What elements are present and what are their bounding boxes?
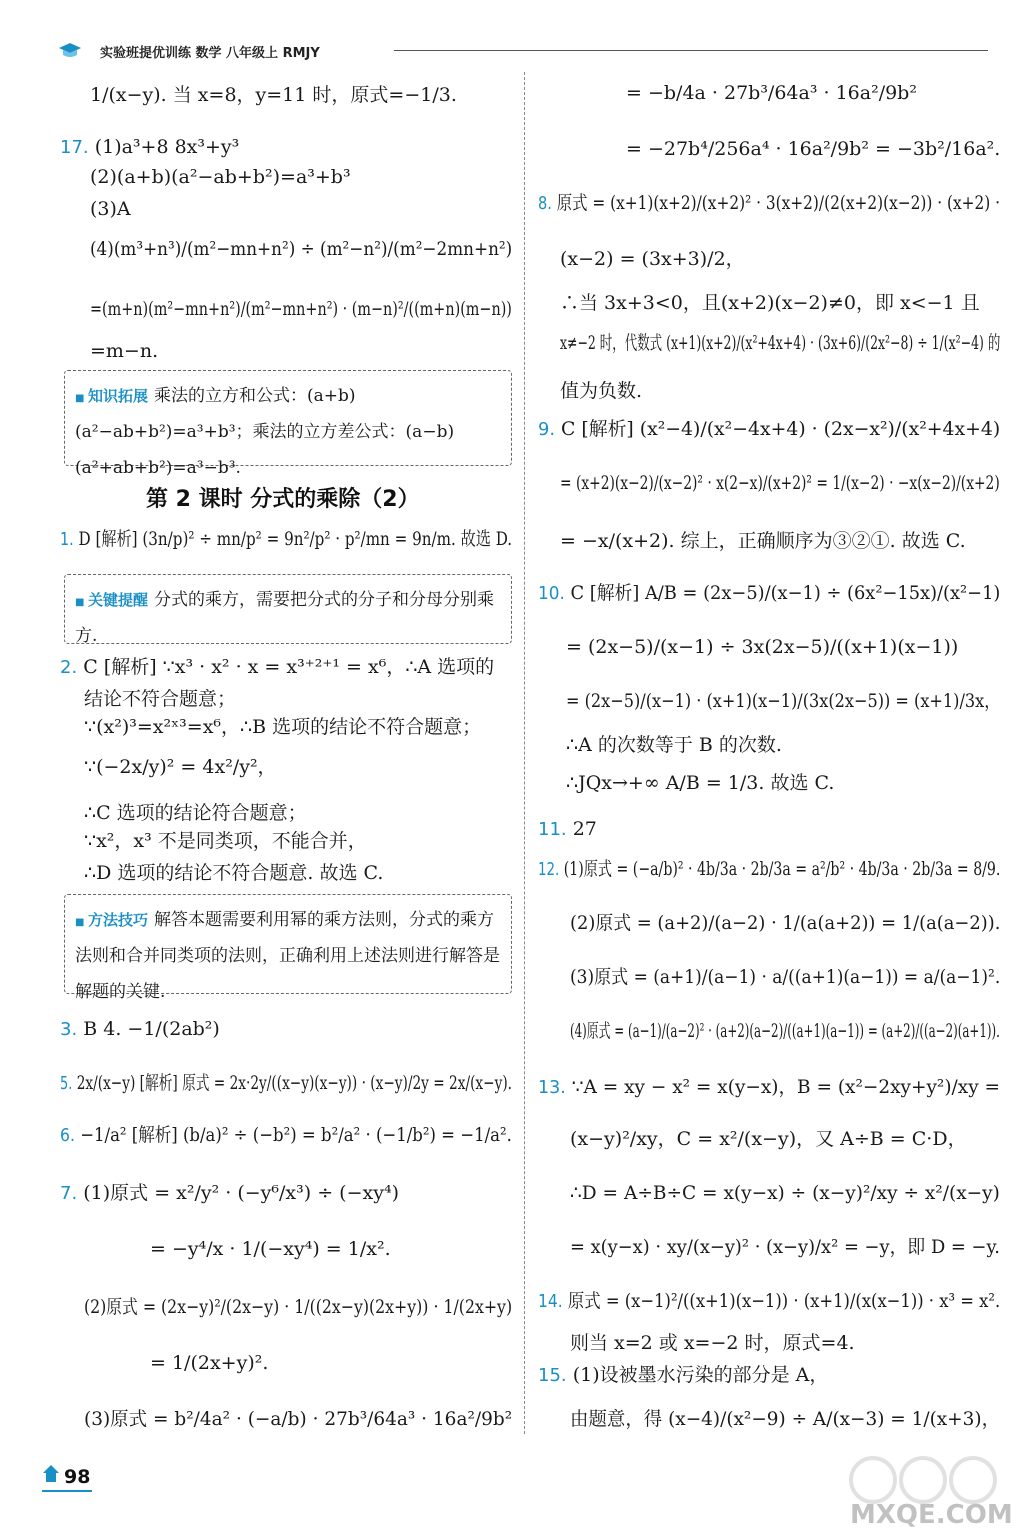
line-text: 由题意，得 (x−4)/(x²−9) ÷ A/(x−3) = 1/(x+3)， bbox=[570, 1408, 1001, 1430]
line-text: 原式 = (x+1)(x+2)/(x+2)² · 3(x+2)/(2(x+2)(x−2)) · (x+2) · bbox=[556, 192, 1001, 214]
line-text: (2)原式 = (2x−y)²/(2x−y) · 1/((2x−y)(2x+y)) · 1/(2x+y) bbox=[84, 1296, 513, 1318]
line-text: 原式 = (x−1)²/((x+1)(x−1)) · (x+1)/(x(x−1)) · x³ = x². bbox=[567, 1290, 1001, 1312]
question-number: 10. bbox=[538, 583, 565, 604]
left-text-line bbox=[90, 84, 457, 107]
left-text-line bbox=[150, 1238, 391, 1261]
column-divider bbox=[524, 72, 525, 1434]
line-text: 27 bbox=[572, 818, 597, 840]
left-text-line bbox=[90, 166, 351, 189]
line-text: ∵A = xy − x² = x(y−x)，B = (x²−2xy+y²)/xy = bbox=[571, 1076, 1001, 1098]
line-text: (2)(a+b)(a²−ab+b²)=a³+b³ bbox=[90, 166, 351, 188]
left-text-line bbox=[60, 136, 239, 159]
line-text: ∵(x²)³=x²ˣ³=x⁶，∴B 选项的结论不符合题意； bbox=[84, 716, 482, 738]
line-text: =(m+n)(m²−mn+n²)/(m²−mn+n²) · (m−n)²/((m+n)(m−n)) bbox=[90, 298, 512, 320]
right-text-line bbox=[566, 690, 1000, 713]
right-text-line bbox=[538, 582, 1000, 605]
question-number: 1. bbox=[60, 529, 74, 550]
left-text-line bbox=[60, 656, 494, 679]
left-text-line bbox=[84, 756, 277, 779]
right-text-line bbox=[538, 1364, 828, 1387]
left-text-line bbox=[60, 1072, 512, 1095]
line-text: (4)(m³+n³)/(m²−mn+n²) ÷ (m²−n²)/(m²−2mn+n²) bbox=[90, 238, 513, 260]
left-text-line bbox=[90, 238, 512, 261]
line-text: = (x+2)(x−2)/(x−2)² · x(2−x)/(x+2)² = 1/(x−2) · −x(x−2)/(x+2) bbox=[560, 472, 1000, 494]
right-text-line bbox=[570, 1182, 1000, 1205]
method-tip-box bbox=[64, 894, 512, 1003]
line-text: (x−y)²/xy，C = x²/(x−y)，又 A÷B = C·D， bbox=[570, 1128, 967, 1150]
line-text: = (2x−5)/(x−1) ÷ 3x(2x−5)/((x+1)(x−1)) bbox=[566, 636, 959, 658]
left-text-line bbox=[60, 1182, 399, 1205]
line-text: 值为负数. bbox=[560, 380, 643, 402]
question-number: 14. bbox=[538, 1291, 563, 1312]
line-text: (3)原式 = (a+1)/(a−1) · a/((a+1)(a−1)) = a/(a−1)². bbox=[570, 966, 1001, 988]
line-text: ∴D = A÷B÷C = x(y−x) ÷ (x−y)²/xy ÷ x²/(x−y) bbox=[570, 1182, 1000, 1204]
right-text-line bbox=[560, 248, 745, 271]
line-text: (1)设被墨水污染的部分是 A， bbox=[572, 1364, 829, 1386]
left-text-line bbox=[90, 340, 158, 363]
question-number: 15. bbox=[538, 1365, 567, 1386]
line-text: (1)原式 = x²/y² · (−y⁶/x³) ÷ (−xy⁴) bbox=[83, 1182, 399, 1204]
line-text: C [解析] (x²−4)/(x²−4x+4) · (2x−x²)/(x²+4x+4) bbox=[561, 418, 1001, 440]
left-text-line bbox=[150, 1352, 268, 1375]
box-label: ■ 关键提醒 bbox=[75, 591, 148, 609]
question-number: 3. bbox=[60, 1019, 78, 1040]
question-number: 17. bbox=[60, 137, 89, 158]
right-text-line bbox=[626, 82, 917, 105]
right-text-line bbox=[626, 138, 1000, 161]
line-text: = 1/(2x+y)². bbox=[150, 1352, 269, 1374]
line-text: ∵x²，x³ 不是同类项，不能合并， bbox=[84, 830, 367, 852]
line-text: (1)原式 = (−a/b)² · 4b/3a · 2b/3a = a²/b² · 4b/3a · 2b/3a = 8/9. bbox=[563, 858, 1001, 880]
line-text: =m−n. bbox=[90, 340, 159, 362]
line-text: D [解析] (3n/p)² ÷ mn/p² = 9n²/p² · p²/mn = 9n/m. 故选 D. bbox=[78, 528, 513, 550]
right-text-line bbox=[538, 192, 1000, 215]
question-number: 2. bbox=[60, 657, 78, 678]
left-text-line bbox=[84, 830, 367, 853]
left-text-line bbox=[90, 198, 131, 221]
box-text: 分式的乘方，需要把分式的分子和分母分别乘方. bbox=[75, 590, 494, 647]
section-title: 第 2 课时 分式的乘除（2） bbox=[146, 487, 420, 512]
box-label: ■ 方法技巧 bbox=[75, 911, 148, 929]
right-text-line bbox=[570, 1408, 1000, 1431]
line-text: (x−2) = (3x+3)/2， bbox=[560, 248, 745, 270]
line-text: ∴当 3x+3<0，且(x+2)(x−2)≠0，即 x<−1 且 bbox=[560, 292, 980, 314]
right-text-line bbox=[566, 772, 834, 795]
line-text: = x(y−x) · xy/(x−y)² · (x−y)/x² = −y，即 D = −y. bbox=[570, 1236, 1000, 1258]
right-text-line bbox=[538, 1290, 1000, 1313]
right-text-line bbox=[570, 1332, 855, 1355]
footer-rule bbox=[42, 1490, 92, 1492]
left-text-line bbox=[84, 862, 383, 885]
box-text: 解答本题需要利用幂的乘方法则，分式的乘方法则和合并同类项的法则，正确利用上述法则进行解答是解题的关键. bbox=[75, 910, 500, 1003]
right-text-line bbox=[538, 818, 597, 841]
right-text-line bbox=[538, 858, 1000, 881]
right-text-line bbox=[570, 912, 1000, 935]
left-text-line bbox=[84, 802, 307, 825]
left-text-line bbox=[84, 1408, 512, 1431]
left-text-line bbox=[84, 1296, 512, 1319]
right-text-line bbox=[570, 1128, 967, 1151]
line-text: (3)原式 = b²/4a² · (−a/b) · 27b³/64a³ · 16a²/9b² bbox=[84, 1408, 513, 1430]
line-text: C [解析] A/B = (2x−5)/(x−1) ÷ (6x²−15x)/(x²−1) bbox=[570, 582, 1001, 604]
left-text-line bbox=[84, 716, 481, 739]
right-text-line bbox=[538, 1076, 1000, 1099]
line-text: (4)原式 = (a−1)/(a−2)² · (a+2)(a−2)/((a+1)(a−1)) = (a+2)/((a−2)(a+1)). bbox=[570, 1020, 1000, 1042]
box-label: ■ 知识拓展 bbox=[75, 387, 148, 405]
right-text-line bbox=[570, 1236, 1000, 1259]
line-text: 1/(x−y). 当 x=8，y=11 时，原式=−1/3. bbox=[90, 84, 457, 106]
line-text: ∵(−2x/y)² = 4x²/y²， bbox=[84, 756, 277, 778]
page-number: 98 bbox=[64, 1466, 91, 1488]
question-number: 5. bbox=[60, 1073, 73, 1094]
right-text-line bbox=[560, 332, 1000, 355]
question-number: 12. bbox=[538, 859, 560, 880]
question-number: 9. bbox=[538, 419, 556, 440]
line-text: −1/a² [解析] (b/a)² ÷ (−b²) = b²/a² · (−1/b²) = −1/a². bbox=[80, 1124, 512, 1146]
left-text-line bbox=[84, 688, 236, 711]
line-text: ∴JQx→+∞ A/B = 1/3. 故选 C. bbox=[566, 772, 835, 794]
question-number: 13. bbox=[538, 1077, 566, 1098]
watermark-text: MXQE.COM bbox=[850, 1500, 1013, 1530]
right-text-line bbox=[560, 530, 966, 553]
header-title: 实验班提优训练 数学 八年级上 RMJY bbox=[100, 46, 320, 61]
right-text-line bbox=[566, 636, 958, 659]
line-text: = −27b⁴/256a⁴ · 16a²/9b² = −3b²/16a². bbox=[626, 138, 1001, 160]
question-number: 6. bbox=[60, 1125, 75, 1146]
question-number: 7. bbox=[60, 1183, 78, 1204]
line-text: ∴A 的次数等于 B 的次数. bbox=[566, 734, 782, 756]
right-text-line bbox=[570, 1020, 1000, 1043]
line-text: ∴C 选项的结论符合题意； bbox=[84, 802, 307, 824]
graduation-cap-icon bbox=[58, 42, 82, 60]
line-text: ∴D 选项的结论不符合题意. 故选 C. bbox=[84, 862, 384, 884]
right-text-line bbox=[560, 472, 1000, 495]
right-text-line bbox=[560, 292, 980, 315]
left-text-line bbox=[90, 298, 512, 321]
left-text-line bbox=[60, 1018, 220, 1041]
question-number: 8. bbox=[538, 193, 552, 214]
right-text-line bbox=[560, 380, 642, 403]
line-text: x≠−2 时，代数式 (x+1)(x+2)/(x²+4x+4) · (3x+6)/(2x²−8) ÷ 1/(x²−4) 的 bbox=[560, 332, 1001, 354]
left-text-line bbox=[60, 528, 512, 551]
line-text: 2x/(x−y) [解析] 原式 = 2x·2y/((x−y)(x−y)) · (x−y)/2y = 2x/(x−y). bbox=[76, 1072, 513, 1094]
home-icon bbox=[42, 1464, 60, 1484]
line-text: (2)原式 = (a+2)/(a−2) · 1/(a(a+2)) = 1/(a(a−2)). bbox=[570, 912, 1001, 934]
knowledge-extension-box bbox=[64, 370, 512, 479]
box-text: 乘法的立方和公式：(a+b)(a²−ab+b²)=a³+b³；乘法的立方差公式：(a−b)(a²+ab+b²)=a³−b³. bbox=[75, 386, 455, 479]
line-text: (3)A bbox=[90, 198, 131, 220]
line-text: = −b/4a · 27b³/64a³ · 16a²/9b² bbox=[626, 82, 917, 104]
line-text: = −y⁴/x · 1/(−xy⁴) = 1/x². bbox=[150, 1238, 391, 1260]
question-number: 11. bbox=[538, 819, 567, 840]
line-text: B 4. −1/(2ab²) bbox=[83, 1018, 220, 1040]
line-text: C [解析] ∵x³ · x² · x = x³⁺²⁺¹ = x⁶，∴A 选项的 bbox=[83, 656, 495, 678]
line-text: 则当 x=2 或 x=−2 时，原式=4. bbox=[570, 1332, 855, 1354]
line-text: = −x/(x+2). 综上，正确顺序为③②①. 故选 C. bbox=[560, 530, 966, 552]
line-text: = (2x−5)/(x−1) · (x+1)(x−1)/(3x(2x−5)) = (x+1)/3x， bbox=[566, 690, 1001, 712]
line-text: (1)a³+8 8x³+y³ bbox=[94, 136, 240, 158]
header-rule bbox=[394, 50, 988, 51]
right-text-line bbox=[538, 418, 1000, 441]
right-text-line bbox=[570, 966, 1000, 989]
running-header bbox=[58, 40, 988, 66]
right-text-line bbox=[566, 734, 782, 757]
key-reminder-box bbox=[64, 574, 512, 647]
line-text: 结论不符合题意； bbox=[84, 688, 237, 710]
left-text-line bbox=[60, 1124, 512, 1147]
